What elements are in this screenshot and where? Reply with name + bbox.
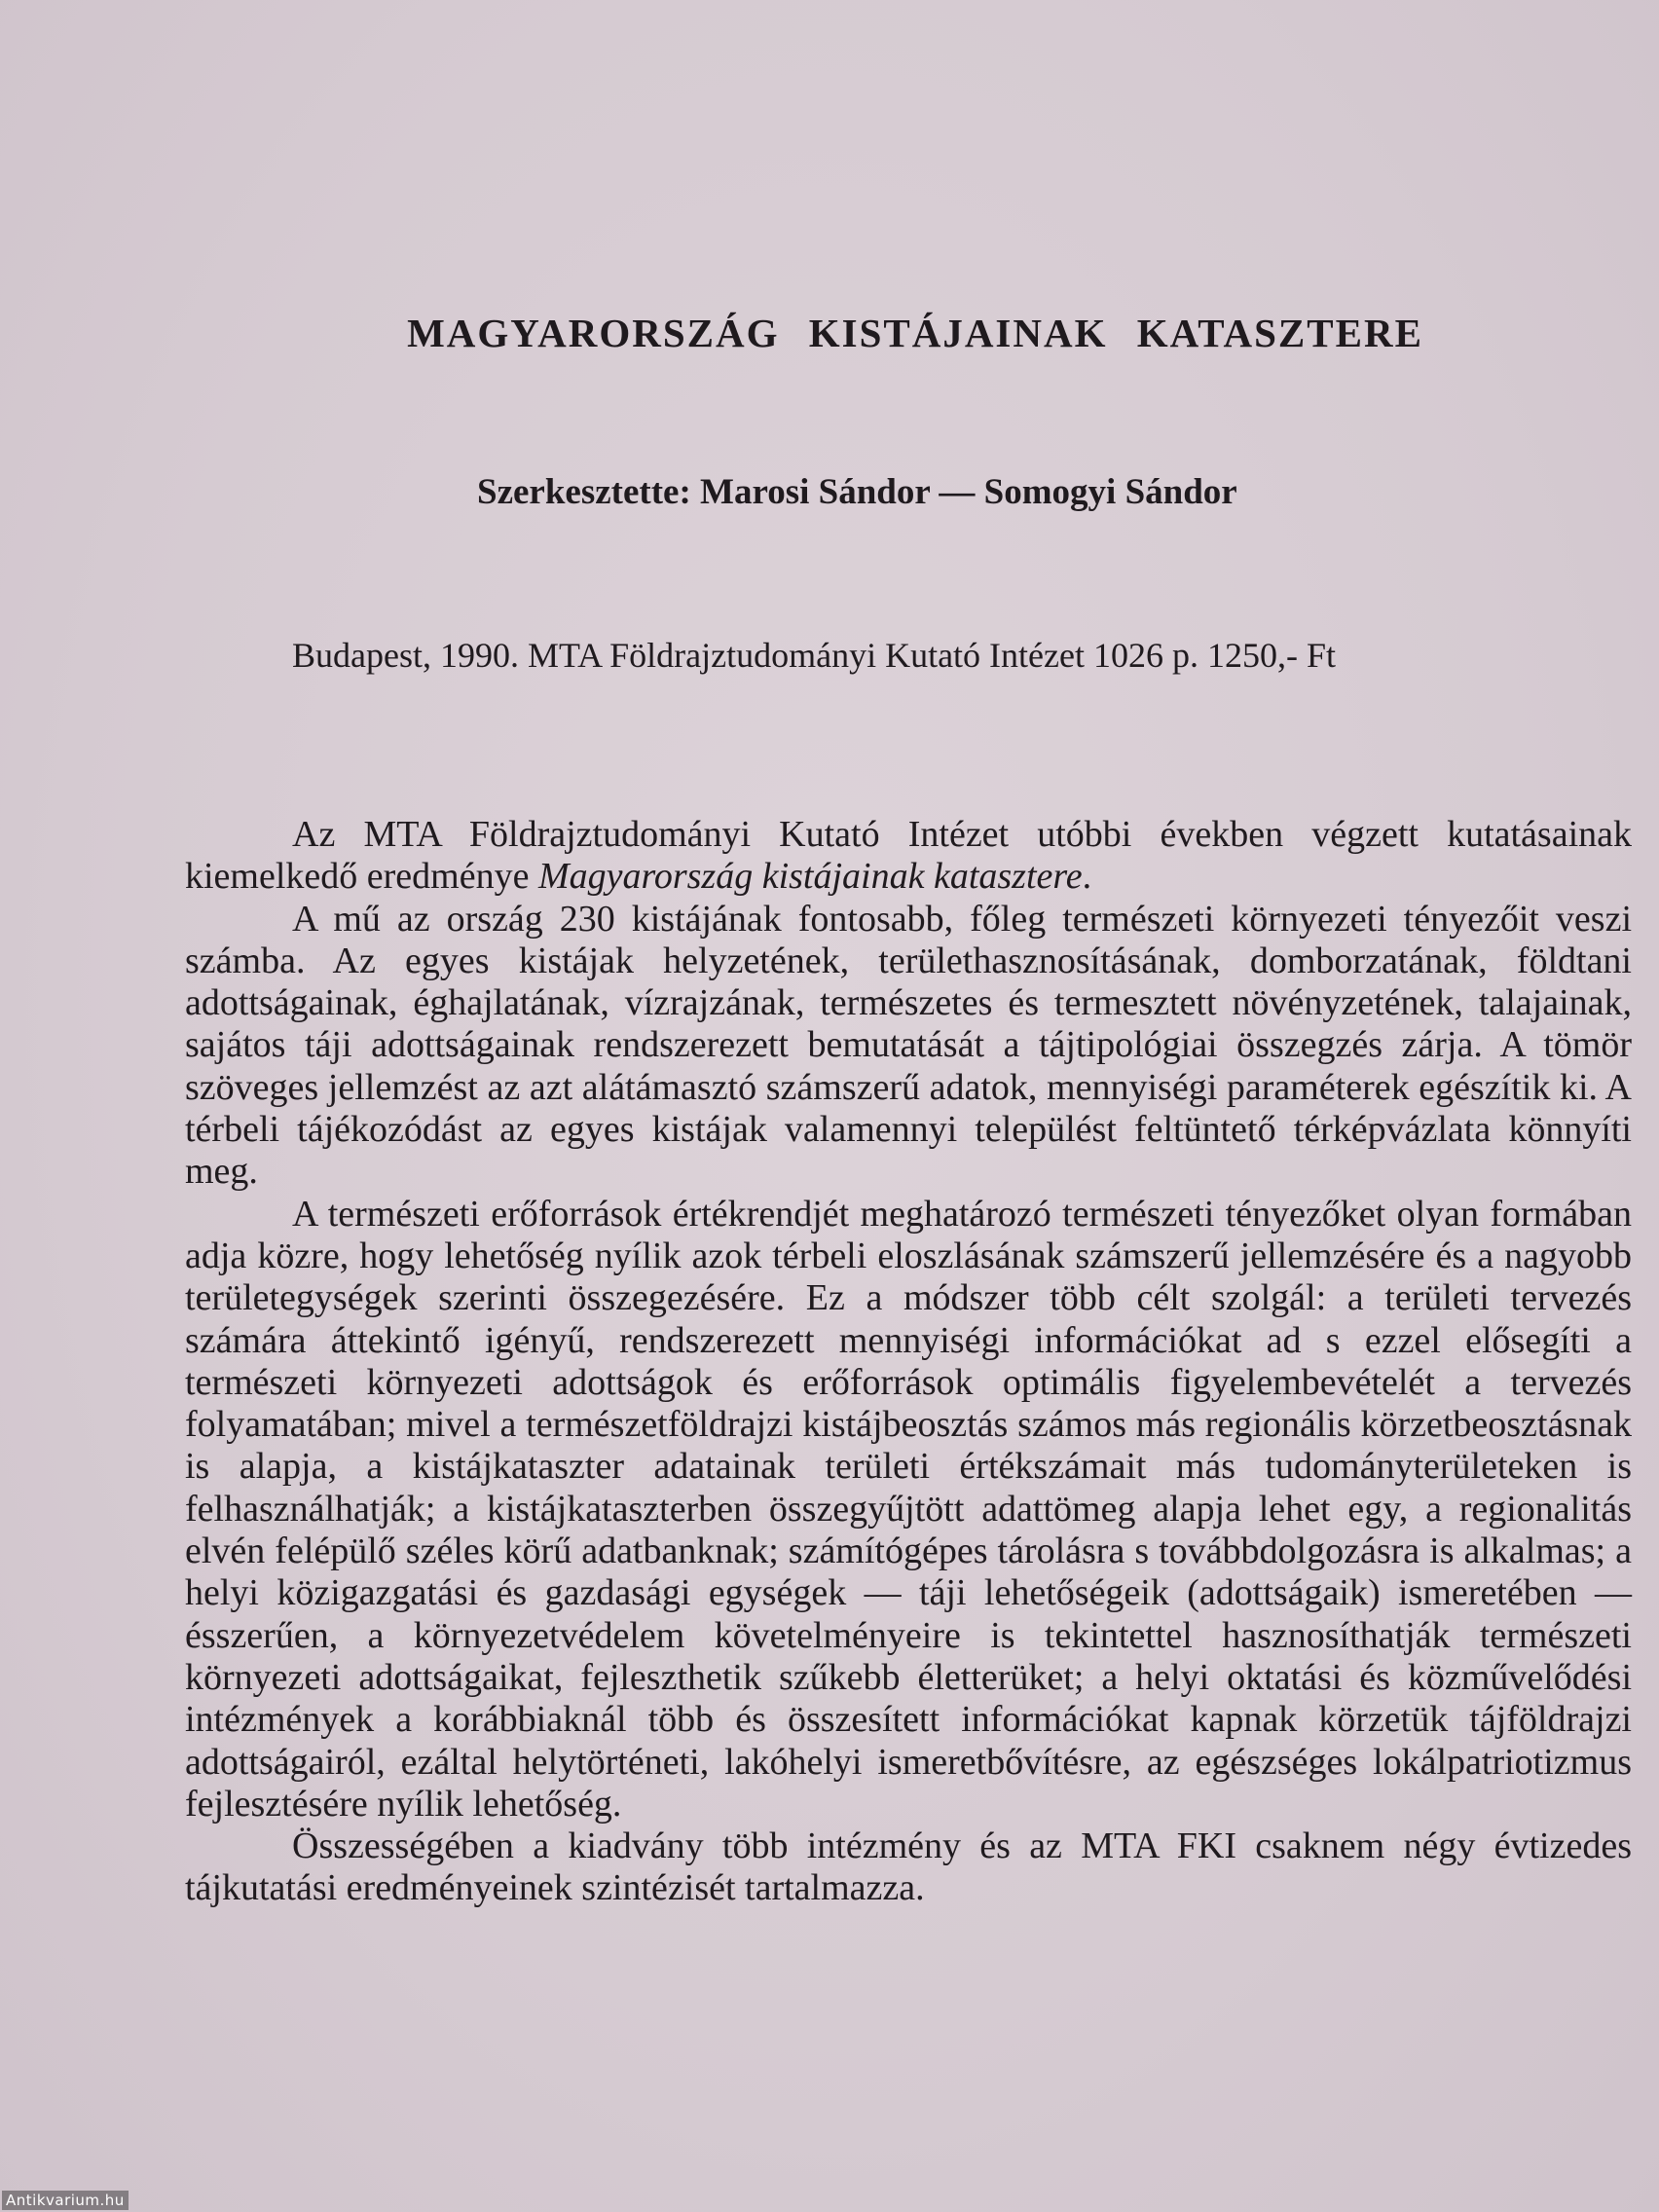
document-title: MAGYARORSZÁG KISTÁJAINAK KATASZTERE — [407, 311, 1423, 355]
paragraph-2: A mű az ország 230 kistájának fontosabb, főleg természeti környezeti tényezőit veszi számba. Az egyes kistájak helyzetének, területhasznosításának, domborzatának, földtani adottságainak, éghajlatának, vízrajzának, természetes és termesztett növényzetének, talajainak, sajátos táji adottságainak rendszerezett bemutatását a tájtipológiai összegzés zárja. A tömör szöveges jellemzést az azt alátámasztó számszerű adatok, mennyiségi paraméterek egészítik ki. A térbeli tájékozódást az egyes kistájak valamennyi települést feltüntető térképvázlata könnyíti meg. — [185, 898, 1632, 1193]
paragraph-1-end: . — [1082, 856, 1092, 898]
editors-line: Szerkesztette: Marosi Sándor — Somogyi Sándor — [477, 472, 1237, 512]
publication-info: Budapest, 1990. MTA Földrajztudományi Kutató Intézet 1026 p. 1250,- Ft — [292, 636, 1336, 675]
site-watermark: Antikvarium.hu — [2, 2191, 129, 2210]
paragraph-3: A természeti erőforrások értékrendjét meghatározó természeti tényezőket olyan formában adja közre, hogy lehetőség nyílik azok térbeli eloszlásának számszerű jellemzésére és a nagyobb területegységek szerinti összegezésére. Ez a módszer több célt szolgál: a területi tervezés számára áttekintő igényű, rendszerezett mennyiségi információkat ad s ezzel elősegíti a természeti környezeti adottságok és erőforrások optimális figyelembevételét a tervezés folyamatában; mivel a természetföldrajzi kistájbeosztás számos más regionális körzetbeosztásnak is alapja, a kistájkataszter adatainak területi értékszámait más tudományterületeken is felhasználhatják; a kistájkataszterben összegyűjtött adattömeg alapja lehet egy, a regionalitás elvén felépülő széles körű adatbanknak; számítógépes tárolásra s továbbdolgozásra is alkalmas; a helyi közigazgatási és gazdasági egységek — táji lehetőségeik (adottságaik) ismeretében — ésszerűen, a környezetvédelem követelményeire is tekintettel hasznosíthatják természeti környezeti adottságaikat, fejleszthetik szűkebb életterüket; a helyi oktatási és közművelődési intézmények a korábbiaknál több és összesített információkat kapnak körzetük tájföldrajzi adottságairól, ezáltal helytörténeti, lakóhelyi ismeretbővítésre, az egészséges lokálpatriotizmus fejlesztésére nyílik lehetőség. — [185, 1193, 1632, 1825]
paragraph-1-text: Az MTA Földrajztudományi Kutató Intézet utóbbi években végzett kutatásainak kiemelkedő eredménye — [185, 814, 1632, 898]
book-title-italic: Magyarország kistájainak katasztere — [537, 856, 1083, 898]
paragraph-1 — [185, 814, 1632, 899]
review-body — [185, 814, 1632, 1910]
paragraph-4: Összességében a kiadvány több intézmény és az MTA FKI csaknem négy évtizedes tájkutatási eredményeinek szintézisét tartalmazza. — [185, 1825, 1632, 1909]
